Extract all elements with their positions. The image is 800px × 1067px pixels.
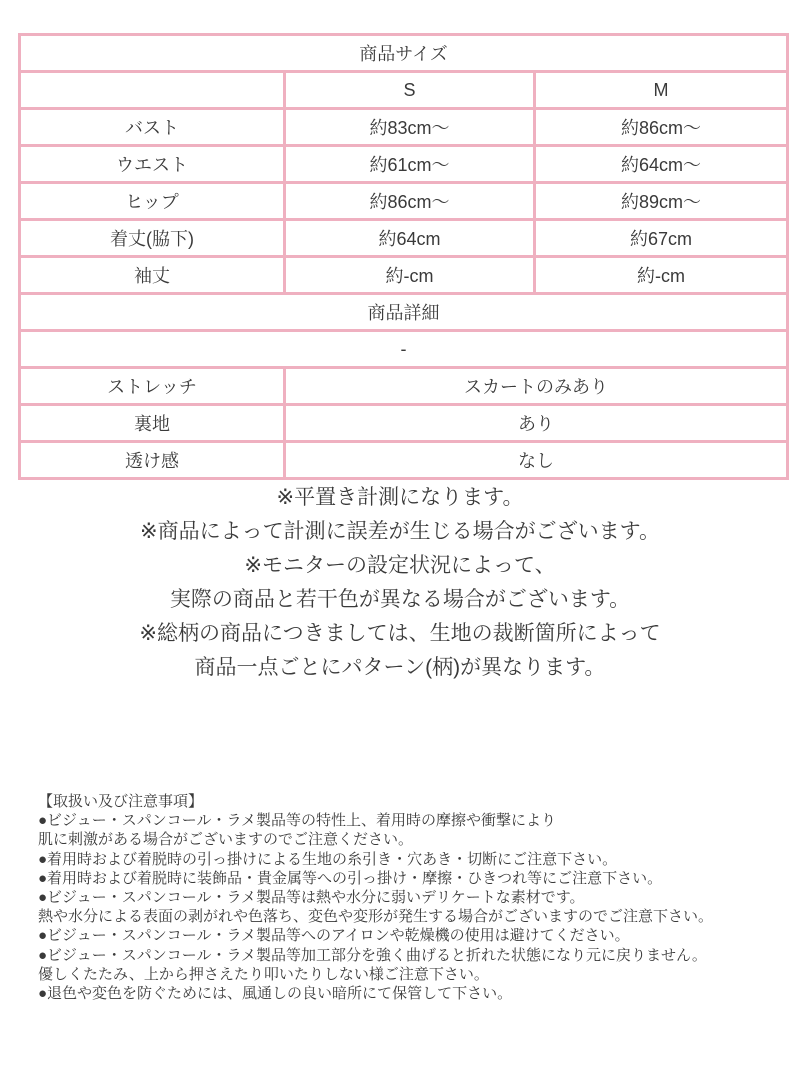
size-header-s: S: [285, 72, 535, 109]
table-row-stretch: [20, 368, 788, 405]
handling-line: ●着用時および着脱時の引っ掛けによる生地の糸引き・穴あき・切断にご注意下さい。: [38, 850, 618, 868]
row-value: スカートのみあり: [285, 368, 788, 405]
table-row-sheerness: [20, 442, 788, 479]
handling-line: 肌に刺激がある場合がございますのでご注意ください。: [38, 831, 414, 849]
handling-line: ●退色や変色を防ぐためには、風通しの良い暗所にて保管して下さい。: [38, 985, 513, 1003]
handling-precautions: [38, 792, 786, 1003]
value-s: 約-cm: [285, 257, 535, 294]
table-row-waist: [20, 146, 788, 183]
measurement-notes: [0, 481, 800, 685]
note-line: ※モニターの設定状況によって、: [244, 554, 556, 577]
row-label: ストレッチ: [20, 368, 285, 405]
value-m: 約64cm～: [535, 146, 788, 183]
handling-line: 優しくたたみ、上から押さえたり叩いたりしない様ご注意下さい。: [38, 965, 489, 983]
note-line: ※総柄の商品につきましては、生地の裁断箇所によって: [139, 622, 661, 645]
handling-line: ●着用時および着脱時に装飾品・貴金属等への引っ掛け・摩擦・ひきつれ等にご注意下さい。: [38, 869, 663, 887]
detail-dash-cell: -: [20, 331, 788, 368]
size-table-title-row: [20, 35, 788, 72]
size-header-empty-cell: [20, 72, 285, 109]
handling-line: ●ビジュー・スパンコール・ラメ製品等加工部分を強く曲げると折れた状態になり元に戻りません。: [38, 946, 707, 964]
value-m: 約86cm～: [535, 109, 788, 146]
value-m: 約-cm: [535, 257, 788, 294]
note-line: 実際の商品と若干色が異なる場合がございます。: [169, 588, 631, 611]
row-label: 透け感: [20, 442, 285, 479]
value-m: 約89cm～: [535, 183, 788, 220]
row-label: 袖丈: [20, 257, 285, 294]
table-row-bust: [20, 109, 788, 146]
size-header-m: M: [535, 72, 788, 109]
table-row-lining: [20, 405, 788, 442]
note-line: ※平置き計測になります。: [276, 486, 524, 509]
handling-title: 【取扱い及び注意事項】: [38, 793, 204, 810]
row-label: バスト: [20, 109, 285, 146]
note-line: ※商品によって計測に誤差が生じる場合がございます。: [140, 520, 660, 543]
detail-dash-row: [20, 331, 788, 368]
table-row-sleeve: [20, 257, 788, 294]
detail-table-title-row: [20, 294, 788, 331]
value-s: 約86cm～: [285, 183, 535, 220]
value-m: 約67cm: [535, 220, 788, 257]
row-value: あり: [285, 405, 788, 442]
row-label: 着丈(脇下): [20, 220, 285, 257]
size-table-title: 商品サイズ: [20, 35, 788, 72]
row-label: ウエスト: [20, 146, 285, 183]
handling-line: ●ビジュー・スパンコール・ラメ製品等へのアイロンや乾燥機の使用は避けてください。: [38, 927, 630, 945]
detail-table-title: 商品詳細: [20, 294, 788, 331]
row-value: なし: [285, 442, 788, 479]
row-label: ヒップ: [20, 183, 285, 220]
row-label: 裏地: [20, 405, 285, 442]
value-s: 約64cm: [285, 220, 535, 257]
value-s: 約61cm～: [285, 146, 535, 183]
table-row-length: [20, 220, 788, 257]
handling-line: ●ビジュー・スパンコール・ラメ製品等の特性上、着用時の摩擦や衝撃により: [38, 812, 557, 830]
handling-line: 熱や水分による表面の剥がれや色落ち、変色や変形が発生する場合がございますのでご注意下さい。: [38, 908, 714, 926]
size-header-row: [20, 72, 788, 109]
product-spec-table: [18, 33, 789, 480]
handling-line: ●ビジュー・スパンコール・ラメ製品等は熱や水分に弱いデリケートな素材です。: [38, 889, 585, 907]
value-s: 約83cm～: [285, 109, 535, 146]
table-row-hip: [20, 183, 788, 220]
note-line: 商品一点ごとにパターン(柄)が異なります。: [194, 656, 606, 679]
